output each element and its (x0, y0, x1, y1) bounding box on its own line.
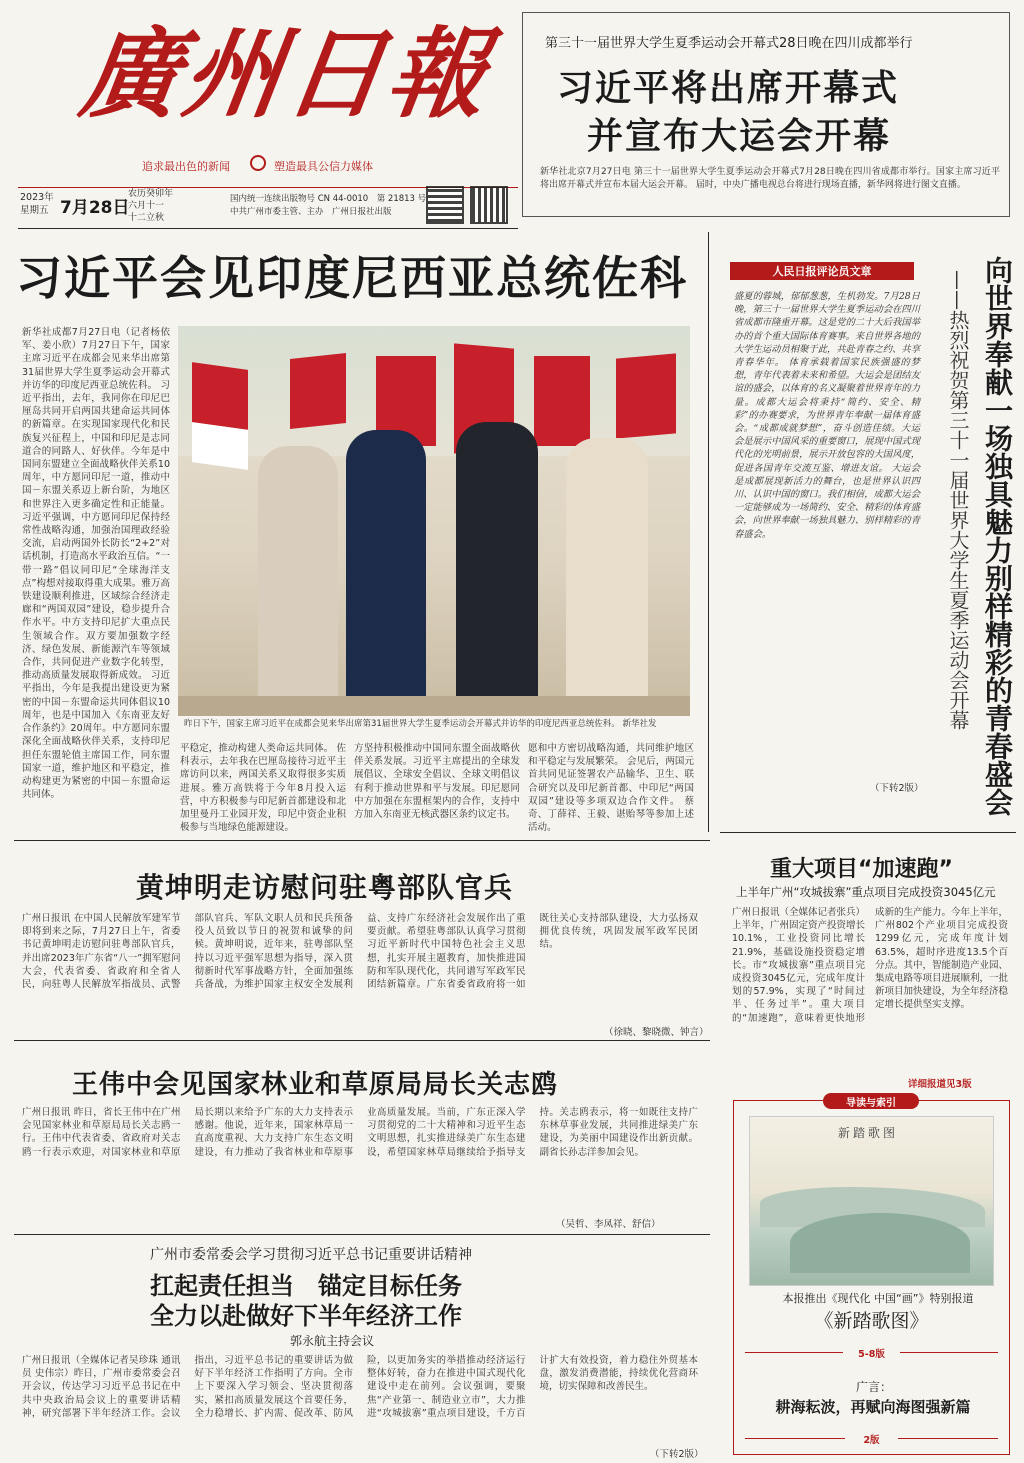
slogan-logo-icon (250, 155, 266, 171)
wang-headline: 王伟中会见国家林业和草原局局长关志鸥 (72, 1070, 559, 1100)
committee-continued: （下转2版） (650, 1449, 704, 1460)
lead-headline: 习近平会见印度尼西亚总统佐科 (16, 251, 688, 305)
commentary-tag-label: 人民日报评论员文章 (772, 265, 872, 278)
committee-kicker: 广州市委常委会学习贯彻习近平总书记重要讲话精神 (150, 1247, 472, 1263)
guide-pages[interactable]: 5-8版 (858, 1349, 885, 1360)
lead-body-3: 方坚持积极推动中国同东盟全面战略伙伴关系发展。习近平主席提出的全球发展倡议、全球安全倡议、全球文明倡议有利于推动世界和平与发展。印尼愿同中方加强在东盟框架内的合作，支持中方加入东南亚无核武器区条约议定书。 (354, 743, 520, 821)
slogan-left: 追求最出色的新闻 (142, 160, 230, 173)
huang-body: 广州日报讯 在中国人民解放军建军节即将到来之际，7月27日上午，省委书记黄坤明走访慰问驻粤部队官兵，并出席2023年广东省“八一”拥军慰问大会，代表省委、省政府和全省人民，向驻粤人民解放军指战员、武警部队官兵、军队文职人员和民兵预备役人员致以节日的祝贺和诚挚的问候。黄坤明说，近年来，驻粤部队坚持以习近平强军思想为指导，深入贯彻新时代军事战略方针，全面加强练兵备战，为维护国家主权安全发展利益、支持广东经济社会发展作出了重要贡献。希望驻粤部队认真学习贯彻习近平新时代中国特色社会主义思想，扎实开展主题教育，加快推进国防和军队现代化，共同谱写军政军民团结新篇章。广东省委省政府将一如既往关心支持部队建设，大力弘扬双拥优良传统，巩固发展军政军民团结。 (22, 913, 698, 991)
qr-code-icon-2[interactable] (470, 186, 508, 224)
publish-2: 中共广州市委主管、主办 广州日报社出版 (230, 207, 392, 217)
masthead-title: 廣州日報 (73, 17, 499, 132)
top-story-body: 新华社北京7月27日电 第三十一届世界大学生夏季运动会开幕式7月28日晚在四川省成都市举行。国家主席习近平将出席开幕式并宣布本届大运会开幕。 届时，中央广播电视总台将进行现场直播，新华网将进行图文直播。 (540, 167, 1000, 190)
committee-headline-1: 扛起责任担当 锚定目标任务 (150, 1272, 462, 1300)
commentary-headline: 向世界奉献一场独具魅力别样精彩的青春盛会 (981, 256, 1014, 816)
lead-body-4: 愿和中方密切战略沟通，共同维护地区和平稳定与发展繁荣。 会见后，两国元首共同见证签署农产品输华、卫生、联合研究以及印尼新首都、中印尼“两国双园”建设等多项双边合作文件。 蔡奇、丁薛祥、王毅、谌贻琴等参加上述活动。 (528, 743, 694, 834)
commentary-continued: （下转2版） (870, 783, 924, 794)
date-day: 7月28日 (60, 198, 130, 218)
projects-subhead: 上半年广州“攻城拔寨”重点项目完成投资3045亿元 (736, 885, 996, 899)
lunar-1: 农历癸卯年 (128, 189, 174, 199)
lunar-2: 六月十一 (128, 201, 165, 211)
slogan-right: 塑造最具公信力媒体 (274, 160, 373, 173)
guide-caption-2: 《新踏歌图》 (814, 1310, 929, 1332)
committee-body: 广州日报讯（全媒体记者吴珍珠 通讯员 史伟宗）昨日，广州市委常委会召开会议，传达学习习近平总书记在中共中央政治局会议上的重要讲话精神，研究部署下半年经济工作。会议指出，习近平总书记的重要讲话为做好下半年经济工作指明了方向。全市上下要深入学习领会、坚决贯彻落实，紧扣高质量发展这个首要任务，全力稳增长、扩内需、促改革、防风险，以更加务实的举措推动经济运行整体好转，奋力在推进中国式现代化建设中走在前列。会议强调，要聚焦“产业第一、制造业立市”，大力推进“攻城拔寨”重点项目建设，千方百计扩大有效投资，着力稳住外贸基本盘，激发消费潜能，持续优化营商环境，切实保障和改善民生。 (22, 1355, 698, 1419)
guide-tag2: 广言： (856, 1380, 893, 1394)
lead-col1: 新华社成都7月27日电（记者杨依军、姜小欣）7月27日下午，国家主席习近平在成都会见来华出席第31届世界大学生夏季运动会开幕式并访华的印度尼西亚总统佐科。 习近平指出，去年，我同你在印尼巴厘岛共同开启两国共建命运共同体的新篇章。在实现国家现代化和民族复兴征程上，中国和印尼是志同道合的同路人、好伙伴。今年是中国同东盟建立全面战略伙伴关系10周年，中方愿同印尼一道，推动中国－东盟关系迈上新台阶，为地区和世界注入更多确定性和正能量。 习近平强调，中方愿同印尼保持经常性战略沟通，加强治国理政经验交流，启动两国外长防长“2+2”对话机制，打造高水平政治互信。“一带一路”倡议同印尼“全球海洋支点”构想对接取得重大成果。雅万高铁建设顺利推进，区域综合经济走廊和“两国双园”建设，稳步提升合作水平。中方支持印尼扩大重点民生领域合作。双方要加强数字经济、绿色发展、新能源汽车等领域合作，共同促进产业数字化转型，推动高质量发展取得新成效。 习近平指出，今年是我提出建设更为紧密的中国－东盟命运共同体倡议10周年，也是中国加入《东南亚友好合作条约》20周年。中方愿同东盟深化全面战略伙伴关系，支持印尼担任东盟轮值主席国工作，同东盟国家一道，维护地区和平稳定，推动构建更为紧密的中国－东盟命运共同体。 (22, 327, 170, 801)
projects-more-link[interactable]: 详细报道见3版 (908, 1079, 972, 1090)
guide-pages2[interactable]: 2版 (863, 1435, 880, 1446)
top-story-kicker: 第三十一届世界大学生夏季运动会开幕式28日晚在四川成都举行 (545, 36, 913, 51)
top-story-headline-1: 习近平将出席开幕式 (557, 68, 900, 109)
qr-code-icon[interactable] (426, 186, 464, 224)
commentary-subhead: ——热烈祝贺第三十一届世界大学生夏季运动会开幕 (946, 270, 970, 730)
lead-photo-caption: 昨日下午，国家主席习近平在成都会见来华出席第31届世界大学生夏季运动会开幕式并访华的印度尼西亚总统佐科。 新华社发 (184, 719, 657, 729)
guide-caption-1: 本报推出《现代化 中国“画”》特别报道 (782, 1292, 974, 1305)
lead-body-2: 平稳定，推动构建人类命运共同体。 佐科表示，去年我在巴厘岛接待习近平主席访问以来，两国关系又取得很多实质进展。雅万高铁将于今年8月投入运营，中方积极参与印尼新首都建设和北加里曼丹工业园开发，印尼中资企业积极参与当地绿色能源建设。 (180, 743, 346, 834)
lunar-3: 十二立秋 (128, 213, 165, 223)
committee-headline-2: 全力以赴做好下半年经济工作 (150, 1302, 462, 1330)
date-weekday: 星期五 (20, 205, 49, 216)
masthead (22, 12, 522, 173)
guide-headline[interactable]: 耕海耘波，再赋向海图强新篇 (775, 1398, 971, 1416)
publish-1: 国内统一连续出版物号 CN 44-0010 第 21813 号 (230, 194, 427, 204)
wang-byline: （吴哲、李凤祥、舒信） (556, 1219, 661, 1230)
date-year: 2023年 (20, 192, 54, 203)
lead-photo (178, 326, 690, 716)
projects-headline: 重大项目“加速跑” (770, 857, 953, 882)
top-story-headline-2: 并宣布大运会开幕 (587, 116, 892, 157)
huang-byline: （徐晓、黎晓微、钟言） (604, 1027, 709, 1038)
wang-body: 广州日报讯 昨日，省长王伟中在广州会见国家林业和草原局局长关志鸥一行。王伟中代表省委、省政府对关志鸥一行表示欢迎，对国家林业和草原局长期以来给予广东的大力支持表示感谢。他说，近年来，国家林草局一直高度重视、大力支持广东生态文明建设，有力推动了我省林业和草原事业高质量发展。当前，广东正深入学习贯彻党的二十大精神和习近平生态文明思想，扎实推进绿美广东生态建设，希望国家林草局继续给予指导支持。关志鸥表示，将一如既往支持广东林草事业发展，共同推进绿美广东建设，为美丽中国建设作出新贡献。副省长孙志洋参加会见。 (22, 1107, 698, 1158)
huang-headline: 黄坤明走访慰问驻粤部队官兵 (136, 871, 514, 904)
guide-scroll-image[interactable] (749, 1116, 994, 1286)
committee-presider: 郭永航主持会议 (290, 1334, 375, 1348)
guide-scroll-title: 新踏歌图 (838, 1126, 899, 1140)
projects-body: 广州日报讯（全媒体记者张兵）上半年，广州固定资产投资增长10.1%，工业投资同比增长21.9%，基础设施投资稳定增长。市“攻城拔寨”重点项目完成投资3045亿元，完成年度计划的57.9%，实现了“时间过半、任务过半”。重大项目的“加速跑”，意味着更快地形成新的生产能力。今年上半年，广州802个产业项目完成投资1299亿元，完成年度计划63.5%，超时序进度13.5个百分点。其中，智能制造产业园、集成电路等项目进展顺利，一批新项目加快建设，为全年经济稳定增长提供坚实支撑。 (732, 907, 1009, 1024)
commentary-body: 盛夏的蓉城，郁郁葱葱，生机勃发。7月28日晚，第三十一届世界大学生夏季运动会在四川省成都市隆重开幕。这是党的二十大后我国举办的首个重大国际体育赛事。来自世界各地的大学生运动员相聚于此，共赴青春之约、共享青春华年。 体育承载着国家民族强盛的梦想，青年代表着未来和希望。大运会是团结友谊的盛会，以体育的名义凝聚着世界青年的力量。成都大运会将秉持“简约、安全、精彩”的办赛要求，为世界青年奉献一届体育盛会。“成都成就梦想”，奋斗创造佳绩。大运会是展示中国风采的重要窗口，展现中国式现代化的光明前景，展示开放包容的大国风度，促进各国青年交流互鉴、增进友谊。 大运会是成都展现新活力的舞台，也是世界认识四川、认识中国的窗口。我们相信，成都大运会一定能够成为一场简约、安全、精彩的体育盛会，向世界奉献一场独具魅力、别样精彩的青春盛会。 (734, 291, 920, 540)
guide-tag-label: 导读与索引 (846, 1098, 896, 1109)
